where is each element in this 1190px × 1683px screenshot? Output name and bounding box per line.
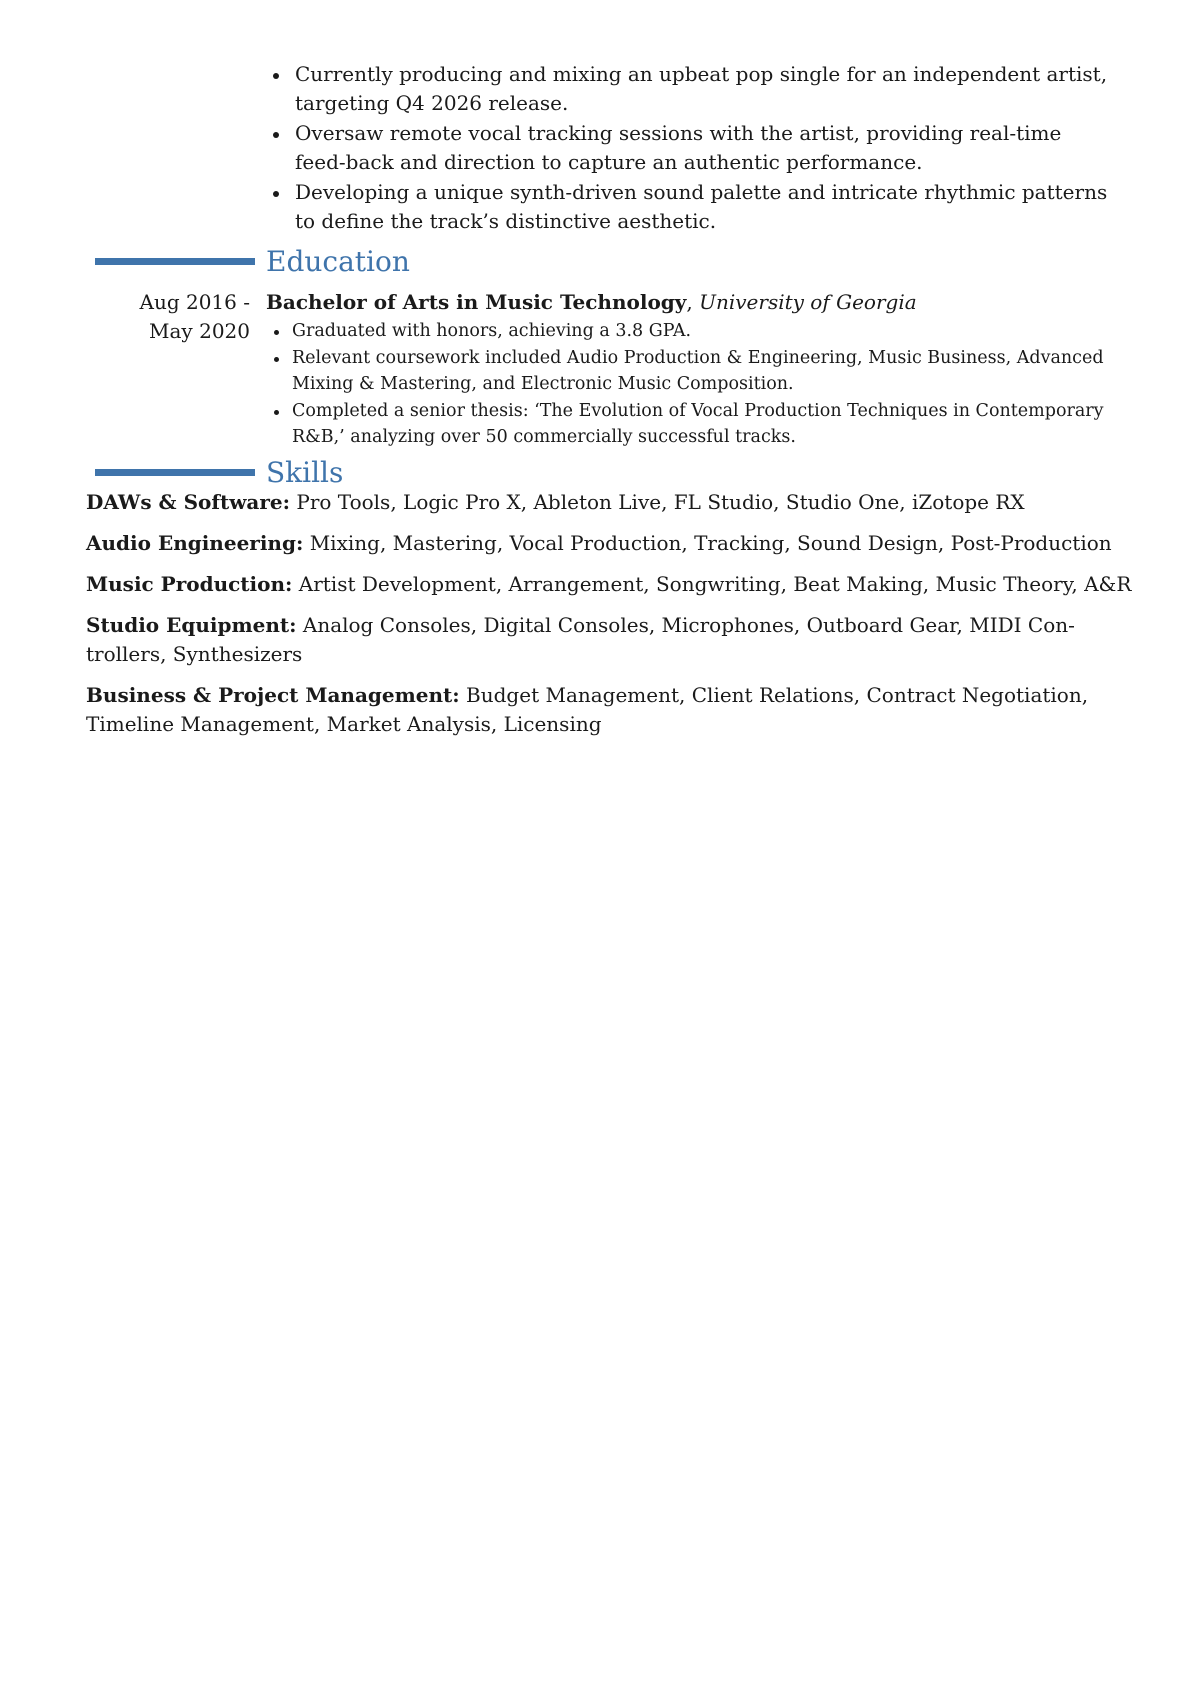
skills-list	[86, 488, 1136, 751]
skill-category: DAWs & Software:	[86, 490, 291, 514]
skill-row	[86, 681, 1136, 739]
skill-items: Mixing, Mastering, Vocal Production, Tracking, Sound Design, Post-Production	[309, 531, 1112, 555]
experience-bullet-list	[265, 60, 1115, 237]
skill-items: Analog Consoles, Digital Consoles, Microphones, Outboard Gear, MIDI Con-trollers, Synthesizers	[86, 613, 1075, 666]
skill-category: Audio Engineering:	[86, 531, 304, 555]
skill-row	[86, 611, 1136, 669]
skill-row	[86, 488, 1136, 517]
skill-row	[86, 570, 1136, 599]
skill-items: Pro Tools, Logic Pro X, Ableton Live, FL Studio, Studio One, iZotope RX	[296, 490, 1025, 514]
skill-items: Budget Management, Client Relations, Contract Negotiation, Timeline Management, Market Analysis, Licensing	[86, 683, 1089, 736]
education-bullet: Completed a senior thesis: ‘The Evolution of Vocal Production Techniques in Contemporary R&B,’ analyzing over 50 commercially successful tracks.	[266, 398, 1116, 451]
education-degree: Bachelor of Arts in Music Technology	[266, 290, 687, 314]
education-section-title: Education	[266, 245, 410, 278]
experience-bullet: Currently producing and mixing an upbeat pop single for an independent artist, targeting Q4 2026 release.	[265, 60, 1115, 118]
skill-category: Studio Equipment:	[86, 613, 297, 637]
education-bullet-list	[266, 318, 1116, 451]
education-date-end: May 2020	[149, 319, 250, 343]
education-school: University of Georgia	[699, 290, 917, 314]
skill-category: Music Production:	[86, 572, 293, 596]
skill-category: Business & Project Management:	[86, 683, 460, 707]
education-dates	[110, 288, 250, 346]
skill-row	[86, 529, 1136, 558]
education-heading	[266, 288, 1126, 317]
skill-items: Artist Development, Arrangement, Songwriting, Beat Making, Music Theory, A&R	[298, 572, 1132, 596]
education-section-bar	[95, 258, 255, 265]
education-bullet: Relevant coursework included Audio Production & Engineering, Music Business, Advanced Mixing & Mastering, and Electronic Music Composition.	[266, 345, 1116, 398]
experience-bullet: Oversaw remote vocal tracking sessions with the artist, providing real-time feed-back and direction to capture an authentic performance.	[265, 119, 1115, 177]
skills-section-bar	[95, 469, 255, 476]
experience-bullet: Developing a unique synth-driven sound palette and intricate rhythmic patterns to define the track’s distinctive aesthetic.	[265, 178, 1115, 236]
education-date-start: Aug 2016 -	[139, 290, 250, 314]
skills-section-title: Skills	[266, 456, 344, 489]
education-separator: ,	[686, 290, 700, 314]
education-bullet: Graduated with honors, achieving a 3.8 GPA.	[266, 318, 1116, 345]
